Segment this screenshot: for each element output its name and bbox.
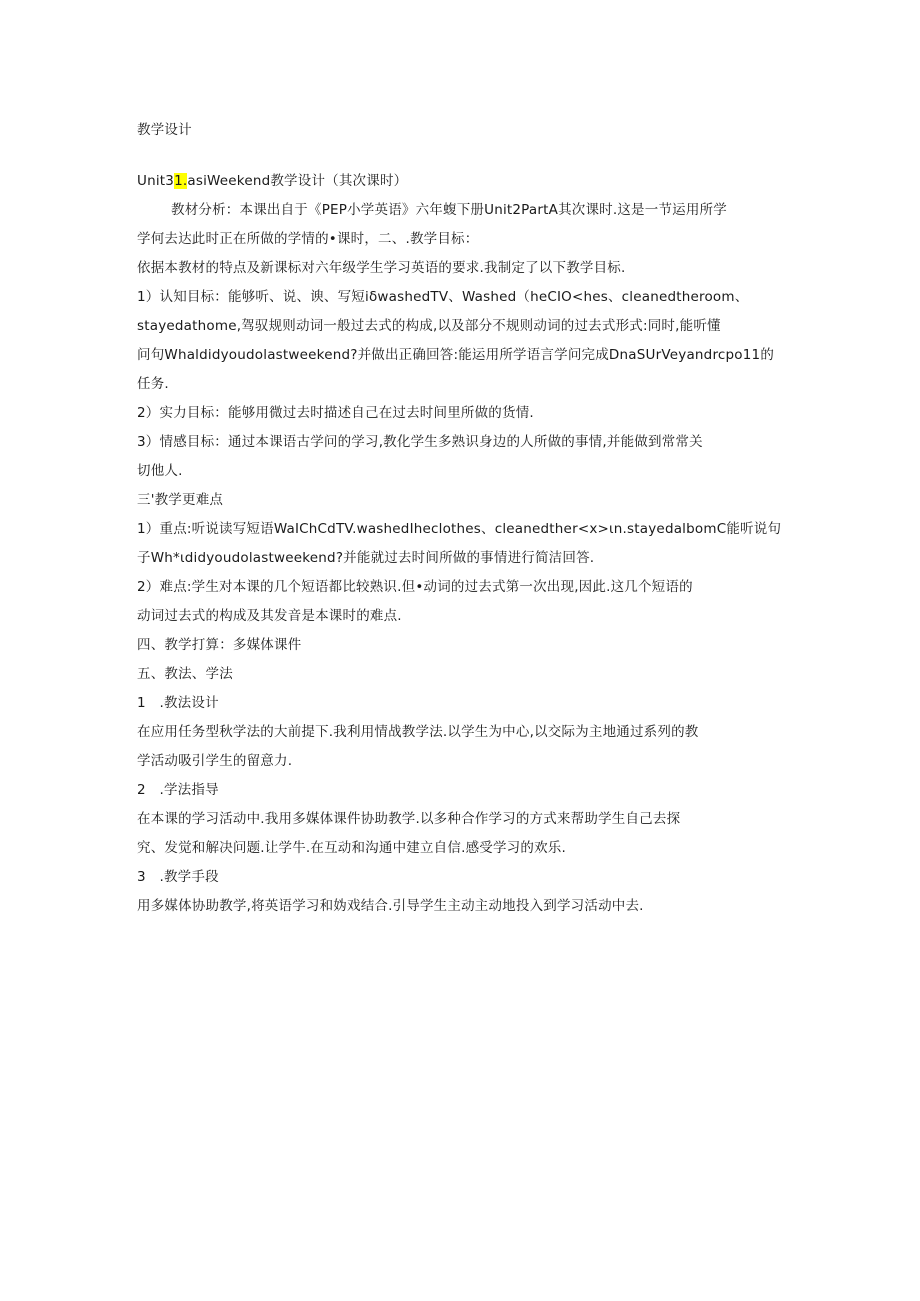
subsection-heading: 2 .学法指导 (137, 782, 219, 798)
document-title (137, 172, 797, 190)
section-heading: 三'教学更难点 (137, 492, 224, 508)
paragraph-line: 究、发觉和解决问题.让学牛.在互动和沟通中建立自信.感受学习的欢乐. (137, 840, 566, 856)
paragraph-line: 子Wh*ιdidyoudolastweekend?并能就过去时间所做的事情进行简洁回答. (137, 550, 595, 566)
paragraph-line: 切他人. (137, 463, 183, 479)
paragraph-line: 1）重点:听说读写短语WaIChCdTV.washedIheclothes、cleanedther<x>ιn.stayedalbomC能听说句 (137, 521, 782, 537)
paragraph-line: 在应用任务型秋学法的大前提下.我利用情战教学法.以学生为中心,以交际为主地通过系列的教 (137, 724, 699, 740)
paragraph-line: 3）情感目标：通过本课语古学问的学习,教化学生多熟识身边的人所做的事情,并能做到常常关 (137, 434, 703, 450)
section-heading: 四、教学打算：多媒体课件 (137, 637, 302, 653)
paragraph-line: 依据本教材的特点及新课标对六年级学生学习英语的要求.我制定了以下教学目标. (137, 260, 626, 276)
paragraph-line: 教材分析：本课出自于《PEP小学英语》六年蝮下册Unit2PartA其次课时.这是一节运用所学 (171, 202, 727, 218)
paragraph-line: 动词过去式的构成及其发音是本课时的难点. (137, 608, 402, 624)
paragraph-line: 问句Whaldidyoudolastweekend?并做出正确回答:能运用所学语言学问完成DnaSUrVeyandrcpo11的 (137, 347, 775, 363)
paragraph-line: 在本课的学习活动中.我用多媒体课件协助教学.以多种合作学习的方式来帮助学生自己去探 (137, 811, 681, 827)
title-part-2: asiWeekend教学设计（其次课时） (187, 173, 408, 189)
paragraph-line: stayedathome,驾驭规则动词一般过去式的构成,以及部分不规则动词的过去式形式:同时,能听懂 (137, 318, 721, 334)
paragraph-line: 1）认知目标：能够听、说、谀、写短iδwashedTV、Washed（heCIO<hes、cleanedtheroom、 (137, 289, 749, 305)
paragraph-line: 用多媒体协助教学,将英语学习和妫戏结合.引导学生主动主动地投入到学习活动中去. (137, 898, 644, 914)
paragraph-line: 任务. (137, 376, 169, 392)
subsection-heading: 3 .教学手段 (137, 869, 219, 885)
section-heading: 五、教法、学法 (137, 666, 233, 682)
title-highlight: 1. (174, 173, 188, 189)
paragraph-line: 2）难点:学生对本课的几个短语都比较熟识.但•动词的过去式第一次出现,因此.这几个短语的 (137, 579, 693, 595)
paragraph-line: 2）实力目标：能够用微过去时描述自己在过去时间里所做的货情. (137, 405, 534, 421)
paragraph-line: 学活动吸引学生的留意力. (137, 753, 293, 769)
title-part-1: Unit3 (137, 173, 175, 189)
paragraph-line: 学何去达此时正在所做的学情的•课时，二、.教学目标： (137, 231, 479, 247)
document-header: 教学设计 (137, 122, 192, 138)
subsection-heading: 1 .教法设计 (137, 695, 219, 711)
